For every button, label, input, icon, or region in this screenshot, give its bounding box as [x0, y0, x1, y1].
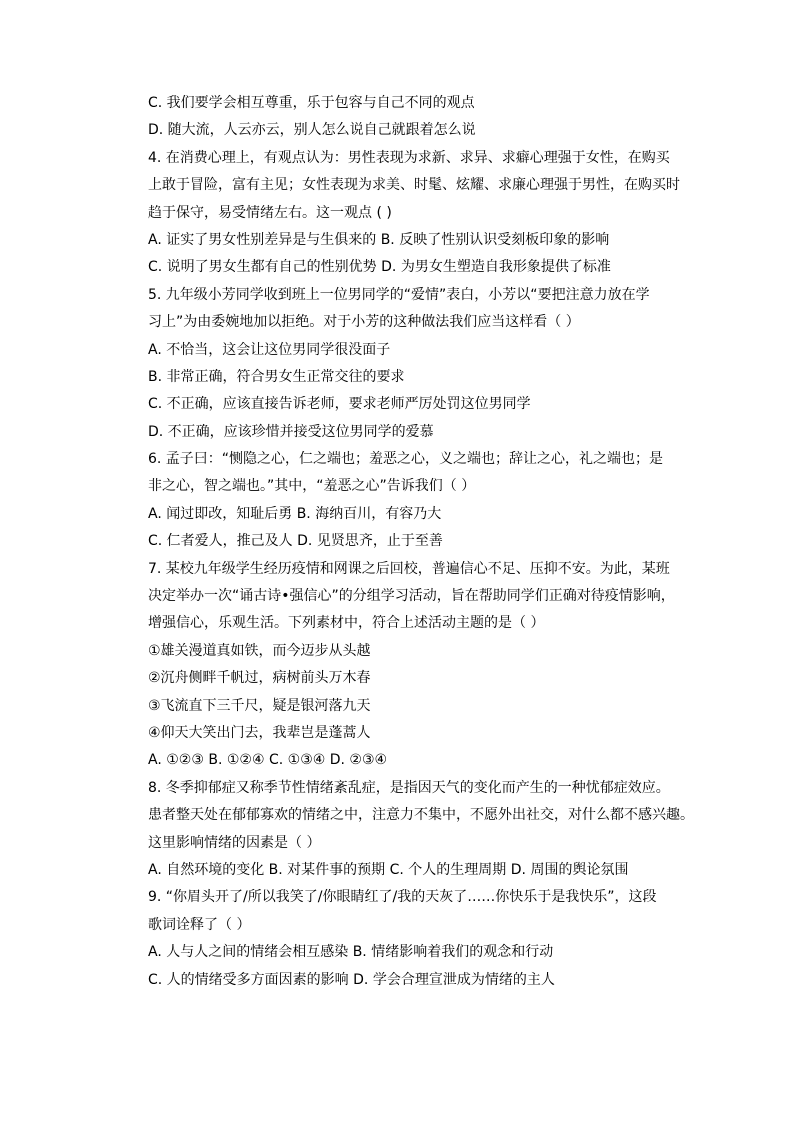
q7-option-d: D. ②③④ — [329, 752, 388, 769]
text-line: 习上”为由委婉地加以拒绝。对于小芳的这种做法我们应当这样看（ ） — [148, 314, 580, 331]
text-line: B. 非常正确，符合男女生正常交往的要求 — [148, 368, 405, 385]
q6-option-a: A. 闻过即改，知耻后勇 — [148, 505, 293, 522]
text-line: A. 自然环境的变化 B. 对某件事的预期 C. 个人的生理周期 D. 周围的舆论氛围 — [148, 861, 629, 878]
text-line: A. 不恰当，这会让这位男同学很没面子 — [148, 341, 391, 358]
q9-option-row — [148, 967, 688, 994]
text-line: 5. 九年级小芳同学收到班上一位男同学的“爱情”表白，小芳以“要把注意力放在学 — [148, 286, 650, 303]
q4-option-d: D. 为男女生塑造自我形象提供了标准 — [381, 259, 611, 276]
text-line: D. 不正确，应该珍惜并接受这位男同学的爱慕 — [148, 423, 434, 440]
q4-option-a: A. 证实了男女性别差异是与生俱来的 — [148, 231, 377, 248]
q4-option-row — [148, 254, 688, 281]
text-line: C. 我们要学会相互尊重，乐于包容与自己不同的观点 — [148, 95, 475, 111]
q7-option-b: B. ①②④ — [208, 752, 265, 769]
text-line: ①雄关漫道真如铁，而今迈步从头越 — [148, 642, 371, 659]
text-line: 增强信心，乐观生活。下列素材中，符合上述活动主题的是（ ） — [148, 615, 545, 632]
text-line: 上敢于冒险，富有主见；女性表现为求美、时髦、炫耀、求廉心理强于男性，在购买时 — [148, 177, 680, 194]
text-line: C. 不正确，应该直接告诉老师，要求老师严厉处罚这位男同学 — [148, 396, 531, 413]
text-line: 患者整天处在郁郁寡欢的情绪之中，注意力不集中，不愿外出社交，对什么都不感兴趣。 — [148, 807, 694, 824]
q6-option-row — [148, 501, 688, 528]
q7-option-a: A. ①②③ — [148, 752, 204, 769]
text-line: 趋于保守，易受情绪左右。这一观点 ( ) — [148, 204, 392, 221]
q9-option-b: B. 情绪影响着我们的观念和行动 — [352, 944, 554, 961]
text-line: 9. “你眉头开了/所以我笑了/你眼睛红了/我的天灰了……你快乐于是我快乐”，这段 — [148, 889, 657, 906]
q7-option-c: C. ①③④ — [268, 752, 326, 769]
q9-option-c: C. 人的情绪受多方面因素的影响 — [148, 971, 349, 988]
q6-option-c: C. 仁者爱人，推己及人 — [148, 533, 293, 550]
text-line: ③飞流直下三千尺，疑是银河落九天 — [148, 697, 371, 714]
q9-option-a: A. 人与人之间的情绪会相互感染 — [148, 944, 349, 961]
text-line: 6. 孟子曰：“恻隐之心，仁之端也；羞恶之心，义之端也；辞让之心，礼之端也；是 — [148, 451, 664, 468]
q6-option-row — [148, 528, 688, 555]
text-line: ②沉舟侧畔千帆过，病树前头万木春 — [148, 670, 371, 687]
q9-option-row — [148, 939, 688, 966]
q6-option-d: D. 见贤思齐，止于至善 — [297, 533, 443, 550]
text-line: 4. 在消费心理上，有观点认为：男性表现为求新、求异、求癖心理强于女性，在购买 — [148, 149, 670, 166]
text-line: 决定举办一次“诵古诗•强信心”的分组学习活动，旨在帮助同学们正确对待疫情影响， — [148, 588, 675, 605]
q4-option-b: B. 反映了性别认识受刻板印象的影响 — [380, 231, 610, 248]
q7-option-row — [148, 747, 688, 774]
text-line: D. 随大流，人云亦云，别人怎么说自己就跟着怎么说 — [148, 122, 476, 139]
q6-option-b: B. 海纳百川，有容乃大 — [296, 505, 442, 522]
q4-option-row — [148, 227, 688, 254]
document-page — [148, 90, 694, 994]
q9-option-d: D. 学会合理宣泄成为情绪的主人 — [353, 971, 555, 988]
text-line: 7. 某校九年级学生经历疫情和网课之后回校，普遍信心不足、压抑不安。为此，某班 — [148, 560, 670, 577]
text-line: 非之心，智之端也。”其中，“羞恶之心”告诉我们（ ） — [148, 478, 476, 495]
q4-option-c: C. 说明了男女生都有自己的性别优势 — [148, 259, 377, 276]
text-line: 8. 冬季抑郁症又称季节性情绪紊乱症，是指因天气的变化而产生的一种忧郁症效应。 — [148, 779, 670, 796]
text-line: 这里影响情绪的因素是（ ） — [148, 834, 321, 851]
text-line: ④仰天大笑出门去，我辈岂是蓬蒿人 — [148, 724, 371, 741]
text-line: 歌词诠释了（ ） — [148, 916, 251, 933]
